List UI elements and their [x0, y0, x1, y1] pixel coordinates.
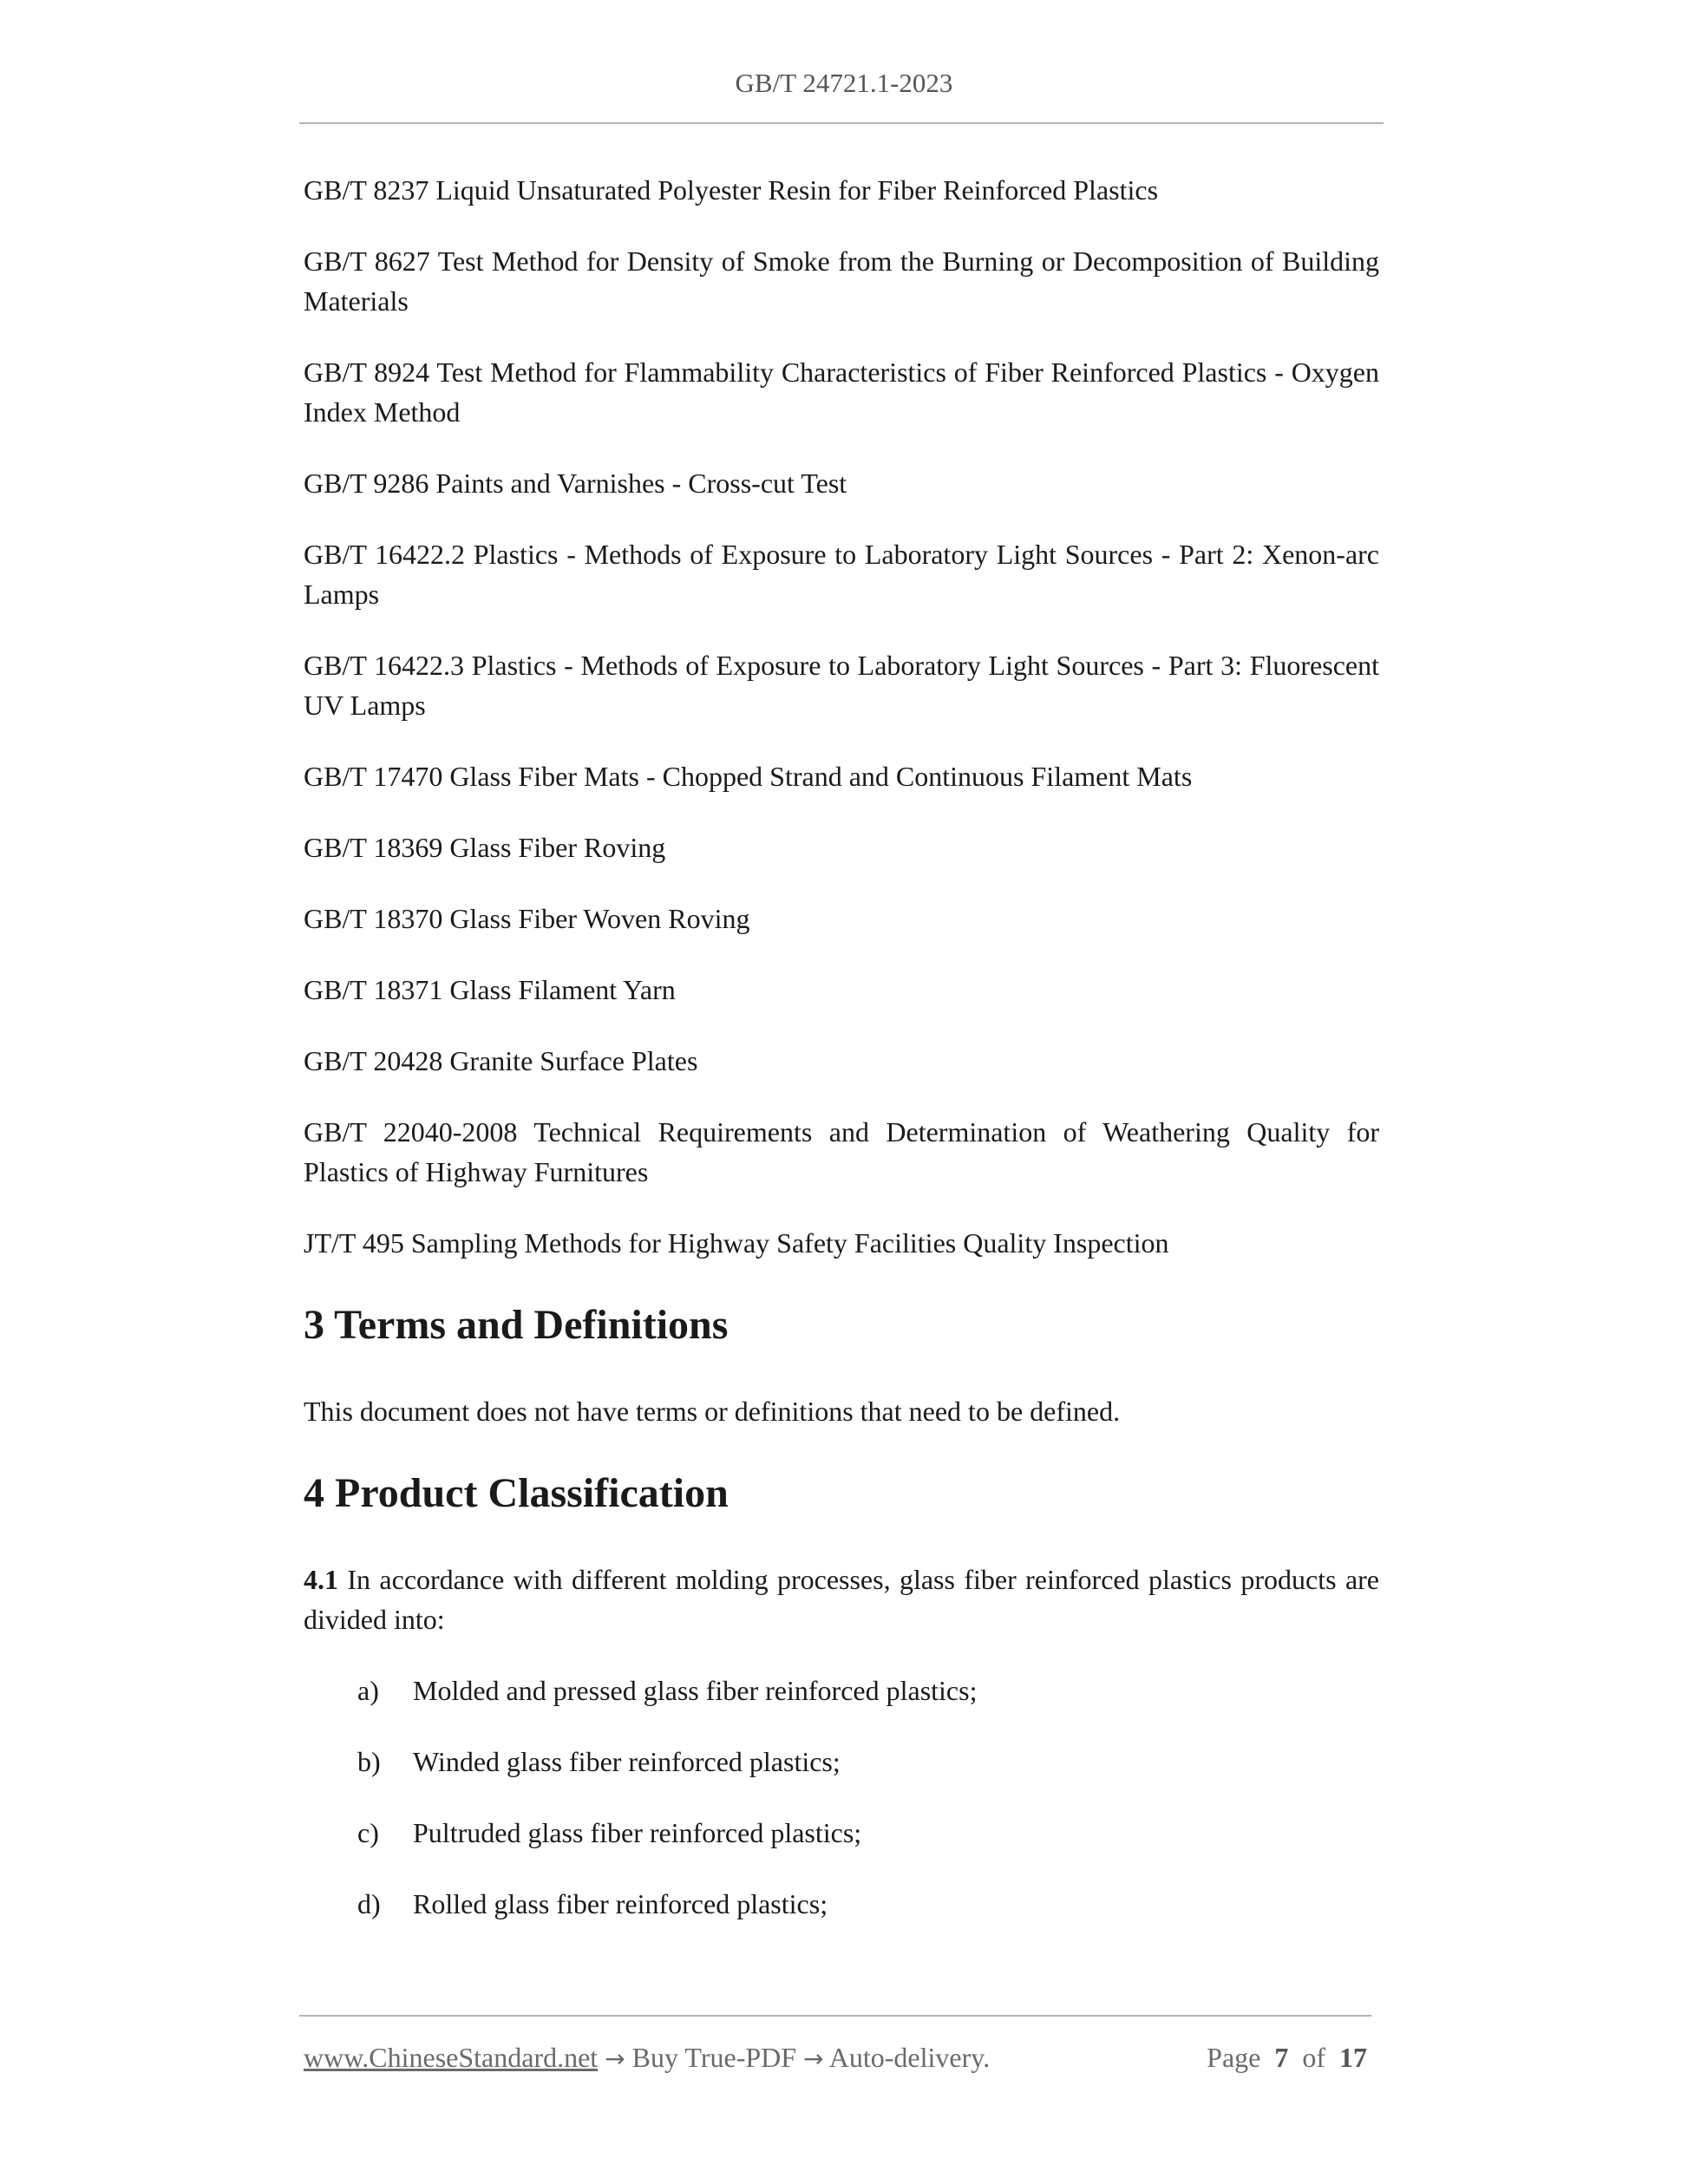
- list-item: [304, 1813, 1379, 1853]
- list-item-text: Winded glass fiber reinforced plastics;: [413, 1746, 841, 1777]
- buy-pdf-text: Buy True-PDF: [631, 2042, 797, 2073]
- reference-item: GB/T 18370 Glass Fiber Woven Roving: [304, 903, 750, 934]
- list-item: [304, 1742, 1379, 1782]
- clause-number: 4.1: [304, 1564, 338, 1595]
- reference-item: GB/T 16422.3 Plastics - Methods of Exposure to Laboratory Light Sources - Part 3: Fluorescent UV Lamps: [304, 650, 1379, 721]
- page-body: [304, 170, 1379, 1955]
- clause-4-1: [304, 1560, 1379, 1639]
- total-pages-number: 17: [1339, 2042, 1367, 2073]
- reference-item: GB/T 22040-2008 Technical Requirements and Determination of Weathering Quality for Plastics of Highway Furnitures: [304, 1116, 1379, 1187]
- reference-item: GB/T 9286 Paints and Varnishes - Cross-cut Test: [304, 468, 847, 499]
- current-page-number: 7: [1274, 2042, 1289, 2073]
- reference-item: GB/T 17470 Glass Fiber Mats - Chopped Strand and Continuous Filament Mats: [304, 761, 1193, 792]
- list-marker: c): [357, 1817, 379, 1848]
- page-label: Page: [1207, 2042, 1261, 2073]
- list-item-text: Rolled glass fiber reinforced plastics;: [413, 1888, 828, 1919]
- list-item-text: Pultruded glass fiber reinforced plastics;: [413, 1817, 862, 1848]
- header-divider: [299, 122, 1384, 124]
- website-link[interactable]: www.ChineseStandard.net: [304, 2042, 599, 2073]
- list-item: [304, 1884, 1379, 1924]
- section-4-heading: 4 Product Classification: [304, 1470, 729, 1516]
- normative-references-list: [304, 170, 1379, 1263]
- running-header: GB/T 24721.1-2023: [735, 68, 953, 98]
- list-item: [304, 1671, 1379, 1710]
- arrow-right-icon: →: [803, 2044, 824, 2073]
- section-3-heading: 3 Terms and Definitions: [304, 1302, 729, 1348]
- reference-item: JT/T 495 Sampling Methods for Highway Safety Facilities Quality Inspection: [304, 1227, 1169, 1259]
- reference-item: GB/T 20428 Granite Surface Plates: [304, 1045, 698, 1076]
- reference-item: GB/T 8627 Test Method for Density of Smoke from the Burning or Decomposition of Building Materials: [304, 245, 1379, 317]
- clause-text: In accordance with different molding processes, glass fiber reinforced plastics products are divided into:: [304, 1564, 1379, 1635]
- reference-item: GB/T 8237 Liquid Unsaturated Polyester Resin for Fiber Reinforced Plastics: [304, 174, 1159, 206]
- list-item-text: Molded and pressed glass fiber reinforced plastics;: [413, 1675, 978, 1706]
- reference-item: GB/T 18371 Glass Filament Yarn: [304, 974, 676, 1005]
- reference-item: GB/T 18369 Glass Fiber Roving: [304, 832, 666, 863]
- footer-promo: [304, 2038, 990, 2078]
- list-marker: a): [357, 1675, 379, 1706]
- reference-item: GB/T 8924 Test Method for Flammability Characteristics of Fiber Reinforced Plastics - Oxygen Index Method: [304, 356, 1379, 428]
- page-of-label: of: [1302, 2042, 1325, 2073]
- auto-delivery-text: Auto-delivery.: [828, 2042, 991, 2073]
- section-3-text: This document does not have terms or definitions that need to be defined.: [304, 1396, 1121, 1427]
- reference-item: GB/T 16422.2 Plastics - Methods of Exposure to Laboratory Light Sources - Part 2: Xenon-arc Lamps: [304, 539, 1379, 610]
- page-indicator: [1207, 2038, 1367, 2076]
- list-marker: b): [357, 1746, 381, 1777]
- classification-list: [304, 1671, 1379, 1924]
- list-marker: d): [357, 1888, 381, 1919]
- footer-divider: [299, 2015, 1371, 2017]
- arrow-right-icon: →: [605, 2044, 625, 2073]
